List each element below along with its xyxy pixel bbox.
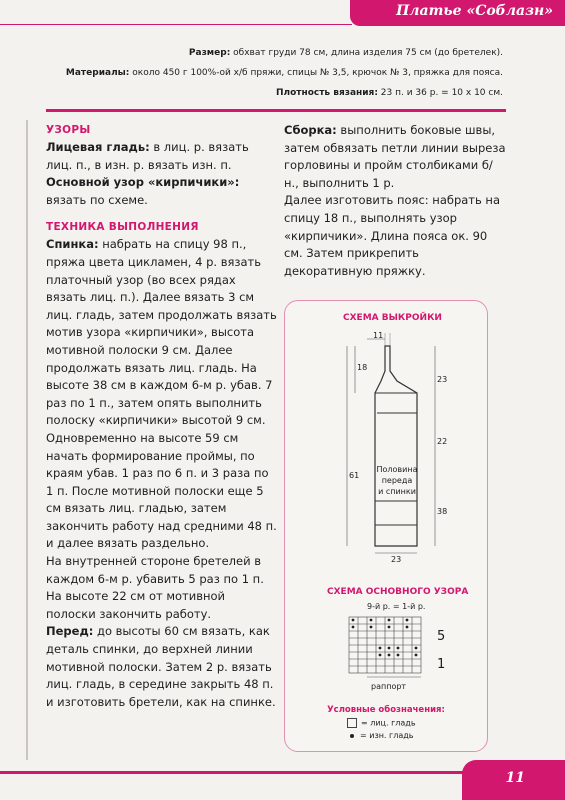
dim-right-mid: 22 — [437, 437, 448, 446]
chart-schema-title: СХЕМА ОСНОВНОГО УЗОРА — [327, 587, 469, 597]
density-info — [276, 88, 503, 98]
main-pattern-paragraph — [46, 174, 278, 209]
stockinette-term: Лицевая гладь: — [46, 140, 150, 154]
technique-heading: ТЕХНИКА ВЫПОЛНЕНИЯ — [46, 221, 199, 234]
dim-left-total: 61 — [349, 471, 360, 480]
page-binding-line — [26, 120, 28, 760]
piece-label-line-1: Половина — [376, 465, 418, 474]
back-term: Спинка: — [46, 237, 99, 252]
legend-knit — [347, 718, 416, 728]
purl-dot-icon — [350, 734, 354, 738]
piece-label-line-3: и спинки — [378, 487, 416, 496]
row-1-label: 1 — [437, 657, 446, 672]
legend-purl-text: = изн. гладь — [360, 731, 414, 740]
dim-bottom: 23 — [391, 555, 402, 564]
knit-square-icon — [347, 718, 357, 728]
stockinette-paragraph — [46, 139, 278, 174]
dim-right-top: 23 — [437, 375, 448, 384]
repeat-label: раппорт — [371, 682, 407, 691]
size-label: Размер: — [188, 48, 231, 58]
size-value: обхват груди 78 см, длина изделия 75 см (до бретелек). — [230, 48, 503, 58]
dim-right-bottom: 38 — [437, 507, 448, 516]
pattern-schema-title: СХЕМА ВЫКРОЙКИ — [343, 313, 442, 323]
back-paragraph — [46, 236, 278, 553]
legend-knit-text: = лиц. гладь — [361, 718, 416, 728]
main-pattern-text: вязать по схеме. — [46, 192, 148, 207]
row-note: 9-й р. = 1-й р. — [367, 602, 426, 611]
straps-paragraph: На внутренней стороне бретелей в каждом 6-м р. убавить 5 раз по 1 п. На высоте 22 см от мотивной полоски закончить работу. — [46, 554, 264, 621]
section-divider — [46, 109, 506, 112]
materials-label: Материалы: — [65, 68, 130, 78]
materials-value: около 450 г 100%-ой х/б пряжи, спицы № 3,5, крючок № 3, пряжка для пояса. — [129, 68, 503, 78]
assembly-paragraph — [284, 122, 506, 192]
legend-title: Условные обозначения: — [327, 705, 445, 715]
size-info — [189, 48, 503, 58]
front-text: до высоты 60 см вязать, как деталь спинки, до верхней линии мотивной полоски. Затем 2 р. вязать лиц. гладь, в середине закрыть 48 п. и изготовить бретели, как на спинке. — [46, 624, 276, 709]
main-pattern-term: Основной узор «кирпичики»: — [46, 175, 240, 190]
front-term: Перед: — [46, 624, 94, 639]
brick-pattern-chart — [285, 301, 487, 701]
legend-purl — [347, 731, 413, 740]
front-paragraph — [46, 623, 278, 711]
density-label: Плотность вязания: — [275, 88, 378, 98]
assembly-term: Сборка: — [284, 123, 337, 137]
materials-info — [66, 68, 503, 78]
dim-left-top: 18 — [357, 363, 368, 372]
assembly-text: выполнить боковые швы, затем обвязать петли линии выреза горловины и пройм столбиками б/н., выполнить 1 р. — [284, 123, 506, 190]
dim-top: 11 — [373, 331, 384, 340]
row-5-label: 5 — [437, 629, 446, 644]
page-number: 11 — [505, 770, 525, 786]
patterns-heading: УЗОРЫ — [46, 124, 91, 136]
diagram-panel — [284, 300, 488, 752]
left-column — [46, 122, 278, 711]
right-column — [284, 122, 506, 280]
header-rule — [0, 24, 352, 25]
page-number-badge — [462, 760, 565, 800]
piece-label-line-2: переда — [381, 476, 413, 485]
article-title: Платье «Соблазн» — [396, 3, 553, 19]
header-banner — [350, 0, 565, 26]
density-value: 23 п. и 36 р. = 10 х 10 см. — [377, 88, 503, 98]
belt-paragraph: Далее изготовить пояс: набрать на спицу 18 п., выполнять узор «кирпичики». Длина пояса ок. 90 см. Затем прикрепить декоративную пряжку. — [284, 193, 501, 278]
back-text: набрать на спицу 98 п., пряжа цвета цикламен, 4 р. вязать платочный узор (во всех рядах вязать лиц. п.). Далее вязать 3 см лиц. гладь, затем продолжать вязать мотив узора «кирпичики», высота мотивной полоски 9 см. Далее продолжать вязать лиц. гладь. На высоте 38 см в каждом 6-м р. убав. 7 раз по 1 п., затем опять выполнить полоску «кирпичики» высотой 9 см. Одновременно на высоте 59 см начать формирование проймы, по краям убав. 1 раз по 6 п. и 3 раза по 1 п. После мотивной полоски еще 5 см вязать лиц. гладью, затем закончить работу над средними 48 п. и далее вязать раздельно. — [46, 237, 277, 551]
stockinette-text: в лиц. р. вязать лиц. п., в изн. р. вязать изн. п. — [46, 140, 249, 172]
